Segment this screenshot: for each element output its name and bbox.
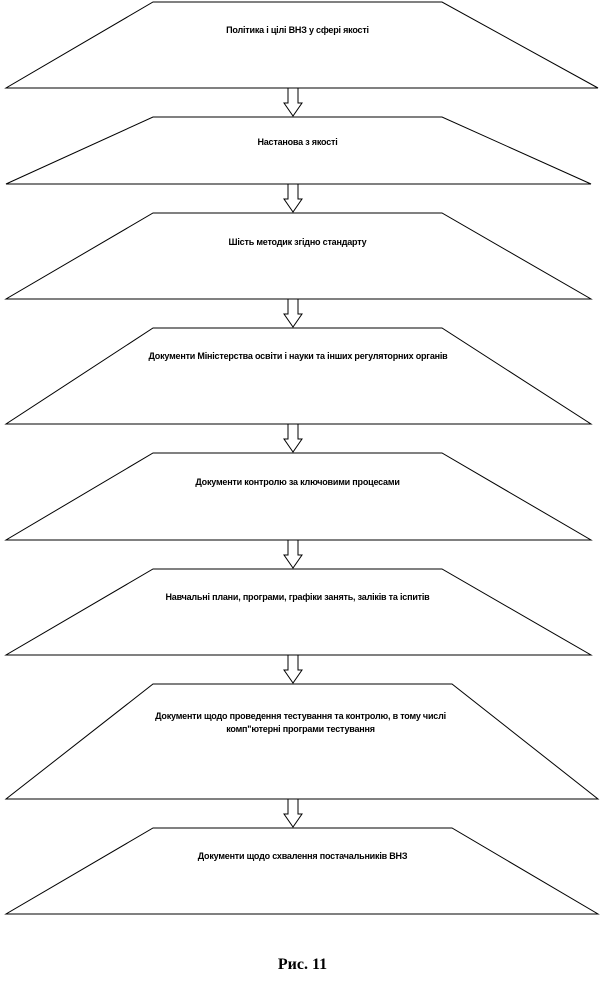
- down-arrow-4: [284, 424, 302, 452]
- step-label-1: Політика і цілі ВНЗ у сфері якості: [226, 25, 369, 35]
- down-arrow-1: [284, 88, 302, 116]
- down-arrow-2: [284, 184, 302, 212]
- down-arrow-5: [284, 540, 302, 568]
- down-arrow-7: [284, 799, 302, 827]
- down-arrow-3: [284, 299, 302, 327]
- step-label-4: Документи Міністерства освіти і науки та інших регуляторних органів: [148, 351, 448, 361]
- step-label-5: Документи контролю за ключовими процесами: [195, 477, 400, 487]
- step-label-6: Навчальні плани, програми, графіки занять, заліків та іспитів: [165, 592, 430, 602]
- trapezoid-6: [6, 569, 591, 655]
- trapezoid-2: [6, 117, 591, 184]
- trapezoid-3: [6, 213, 591, 299]
- trapezoid-5: [6, 453, 591, 540]
- trapezoid-7: [6, 684, 598, 799]
- trapezoid-8: [6, 828, 598, 914]
- step-label-7: Документи щодо проведення тестування та контролю, в тому числі комп"ютерні програми тестування: [155, 711, 446, 734]
- step-label-2: Настанова з якості: [257, 137, 338, 147]
- step-label-3: Шість методик згідно стандарту: [228, 237, 367, 247]
- trapezoid-1: [6, 2, 598, 88]
- step-label-8: Документи щодо схвалення постачальників ВНЗ: [197, 851, 408, 861]
- figure-caption: Рис. 11: [277, 956, 328, 973]
- trapezoid-4: [6, 328, 591, 424]
- down-arrow-6: [284, 655, 302, 683]
